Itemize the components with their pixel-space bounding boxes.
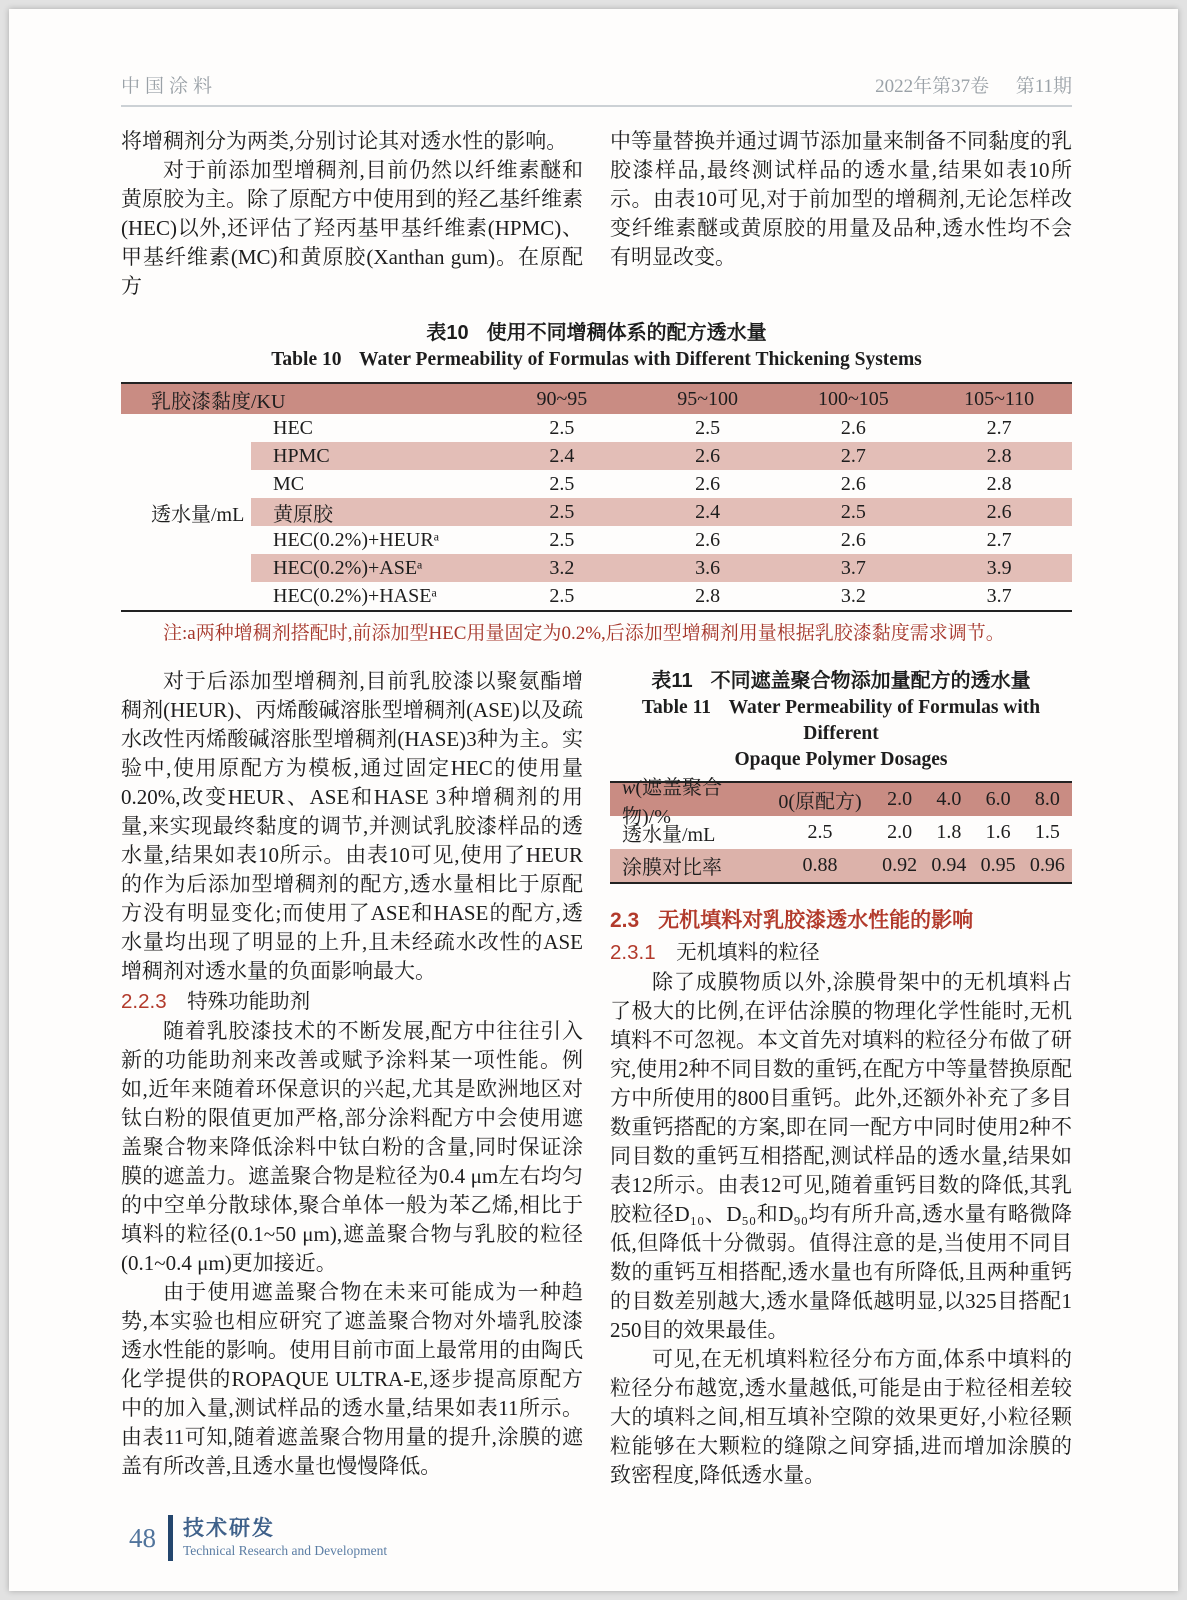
cell-value: 0.92 (882, 854, 918, 876)
table10 (121, 382, 1072, 612)
heading-title: 无机填料对乳胶漆透水性能的影响 (658, 909, 974, 932)
table11-label-en: Table 11 (641, 697, 712, 718)
row-label: 黄原胶 (273, 503, 333, 526)
header-divider (121, 105, 1072, 107)
table10-title-en (121, 347, 1072, 373)
heading-number: 2.3 (610, 909, 640, 932)
paragraph: 随着乳胶漆技术的不断发展,配方中往往引入新的功能助剂来改善或赋予涂料某一项性能。例如,近年来随着环保意识的兴起,尤其是欧洲地区对钛白粉的限值更加严格,部分涂料配方中会使用遮盖聚合物来降低涂料中钛白粉的含量,同时保证涂膜的遮盖力。遮盖聚合物是粒径为0.4 μm左右均匀的中空单分散球体,聚合单体一般为苯乙烯,相比于填料的粒径(0.1~50 μm),遮盖聚合物与乳胶的粒径(0.1~0.4 μm)更加接近。 (121, 1019, 583, 1275)
right-column-top (610, 127, 1072, 301)
issue-number-text: 第11期 (1015, 76, 1072, 97)
table10-header-label: 乳胶漆黏度/KU (151, 390, 286, 413)
heading-title: 特殊功能助剂 (187, 990, 311, 1013)
cell-value: 0.96 (1029, 854, 1065, 876)
row-label: HEC(0.2%)+HEURᵃ (273, 528, 440, 551)
row-label: HEC (273, 416, 313, 439)
paragraph: 对于后添加型增稠剂,目前乳胶漆以聚氨酯增稠剂(HEUR)、丙烯酸碱溶胀型增稠剂(ASE)以及疏水改性丙烯酸碱溶胀型增稠剂(HASE)3种为主。实验中,使用原配方为模板,通过固定HEC的使用量0.20%,改变HEUR、ASE和HASE 3种增稠剂的用量,来实现最终黏度的调节,并测试乳胶漆样品的透水量,结果如表10所示。由表10可见,使用了HEUR的作为后添加型增稠剂的配方,透水量相比于原配方没有明显变化;而使用了ASE和HASE的配方,透水量均出现了明显的上升,且未经疏水改性的ASE增稠剂对透水量的负面影响最大。 (121, 669, 583, 983)
heading-2-3-1 (610, 937, 1072, 968)
table-row (251, 526, 1072, 554)
cell-value: 1.6 (985, 821, 1011, 843)
left-column-bottom (121, 667, 583, 1490)
table-row (610, 849, 1072, 882)
heading-number: 2.3.1 (610, 941, 656, 964)
table10-body (121, 414, 1072, 610)
heading-2-3 (610, 904, 1072, 937)
text-row-bottom (121, 667, 1072, 1490)
left-column-top (121, 127, 583, 301)
cell-value: 2.6 (840, 416, 866, 439)
cell-value: 2.4 (695, 500, 721, 523)
paragraph: 可见,在无机填料粒径分布方面,体系中填料的粒径分布越宽,透水量越低,可能是由于粒径相差较大的填料之间,相互填补空隙的效果更好,小粒径颗粒能够在大颗粒的缝隙之间穿插,进而增加涂膜的致密程度,降低透水量。 (610, 1347, 1072, 1487)
table10-label-en: Table 10 (271, 349, 342, 370)
table11-title-cn (610, 667, 1072, 695)
table11-title-cn-text: 不同遮盖聚合物添加量配方的透水量 (710, 670, 1031, 692)
table10-block (121, 319, 1072, 647)
issue-info (875, 71, 1072, 98)
cell-value: 2.7 (986, 416, 1012, 439)
cell-value: 2.5 (549, 472, 575, 495)
table11-title-en-2 (610, 747, 1072, 773)
table10-col-header: 90~95 (536, 387, 588, 410)
table-row (251, 414, 1072, 442)
cell-value: 2.6 (695, 444, 721, 467)
table-row (251, 582, 1072, 610)
row-label: HPMC (273, 444, 330, 467)
table11 (610, 776, 1072, 884)
table11-title-en-line2: Opaque Polymer Dosages (734, 749, 948, 770)
cell-value: 3.2 (549, 556, 575, 579)
cell-value: 2.5 (549, 416, 575, 439)
heading-title: 无机填料的粒径 (676, 941, 820, 964)
page-content (9, 9, 1178, 1490)
table10-col-header: 95~100 (677, 387, 739, 410)
cell-value: 0.95 (980, 854, 1016, 876)
table-row (251, 470, 1072, 498)
cell-value: 2.0 (887, 821, 913, 843)
table10-col-header: 105~110 (964, 387, 1035, 410)
page-footer (129, 1515, 387, 1561)
cell-value: 2.6 (840, 472, 866, 495)
cell-value: 2.6 (695, 472, 721, 495)
table11-title-en-line1: Water Permeability of Formulas with Different (728, 697, 1041, 744)
table-row (251, 442, 1072, 470)
cell-value: 2.5 (807, 821, 833, 843)
cell-value: 1.8 (936, 821, 962, 843)
heading-number: 2.2.3 (121, 990, 167, 1013)
table-row (251, 554, 1072, 582)
text-row-top (121, 127, 1072, 301)
col-header: 4.0 (936, 788, 962, 810)
cell-value: 2.8 (695, 584, 721, 607)
cell-value: 2.6 (986, 500, 1012, 523)
row-label: 透水量/mL (622, 824, 716, 846)
cell-value: 0.88 (802, 854, 838, 876)
cell-value: 2.5 (549, 528, 575, 551)
table11-label-cn: 表11 (651, 670, 693, 692)
cell-value: 3.2 (840, 584, 866, 607)
cell-value: 1.5 (1034, 821, 1060, 843)
col-header: 8.0 (1034, 788, 1060, 810)
running-head (121, 71, 1072, 98)
row-label: HEC(0.2%)+HASEᵃ (273, 584, 437, 607)
row-label-rest: (遮盖聚合物)/% (622, 776, 723, 828)
footer-divider-bar (168, 1515, 173, 1561)
table-row (610, 816, 1072, 849)
volume-text: 2022年第37卷 (875, 76, 990, 97)
cell-value: 0.94 (931, 854, 967, 876)
cell-value: 2.6 (695, 528, 721, 551)
cell-value: 2.5 (549, 500, 575, 523)
cell-value: 2.6 (840, 528, 866, 551)
paragraph: 对于前添加型增稠剂,目前仍然以纤维素醚和黄原胶为主。除了原配方中使用到的羟乙基纤维素(HEC)以外,还评估了羟丙基甲基纤维素(HPMC)、甲基纤维素(MC)和黄原胶(Xanthan gum)。在原配方 (121, 158, 583, 298)
table10-label-cn: 表10 (426, 322, 469, 344)
paragraph: 中等量替换并通过调节添加量来制备不同黏度的乳胶漆样品,最终测试样品的透水量,结果如表10所示。由表10可见,对于前加型的增稠剂,无论怎样改变纤维素醚或黄原胶的用量及品种,透水性均不会有明显改变。 (610, 129, 1072, 269)
cell-value: 2.8 (986, 472, 1012, 495)
cell-value: 2.7 (986, 528, 1012, 551)
row-label: HEC(0.2%)+ASEᵃ (273, 556, 423, 579)
cell-value: 3.7 (840, 556, 866, 579)
heading-2-2-3 (121, 986, 583, 1017)
table10-title-en-text: Water Permeability of Formulas with Different Thickening Systems (359, 349, 922, 370)
table10-col-header: 100~105 (817, 387, 889, 410)
symbol-w: w (622, 776, 636, 799)
paper-sheet (9, 9, 1178, 1591)
cell-value: 2.5 (840, 500, 866, 523)
table10-group-label: 透水量/mL (151, 503, 245, 526)
table11-block (610, 667, 1072, 884)
paragraph: 将增稠剂分为两类,分别讨论其对透水性的影响。 (121, 129, 568, 153)
cell-value: 2.5 (549, 584, 575, 607)
cell-value: 2.5 (695, 416, 721, 439)
col-header: 6.0 (985, 788, 1011, 810)
table11-title-en (610, 695, 1072, 747)
cell-value: 2.4 (549, 444, 575, 467)
table-row (251, 498, 1072, 526)
table10-title-cn-text: 使用不同增稠体系的配方透水量 (486, 322, 767, 344)
footer-section-en: Technical Research and Development (183, 1543, 388, 1558)
footer-section (183, 1516, 387, 1560)
footer-section-cn: 技术研发 (183, 1517, 275, 1540)
col-header: 2.0 (887, 788, 913, 810)
cell-value: 2.7 (840, 444, 866, 467)
page-number: 48 (129, 1522, 156, 1553)
table10-title-cn (121, 319, 1072, 347)
right-column-bottom (610, 667, 1072, 1490)
cell-value: 2.8 (986, 444, 1012, 467)
row-label: MC (273, 472, 305, 495)
cell-value: 3.7 (986, 584, 1012, 607)
table10-header-row (121, 384, 1072, 414)
table10-rows (251, 414, 1072, 610)
row-label: 涂膜对比率 (622, 857, 722, 879)
paragraph: 除了成膜物质以外,涂膜骨架中的无机填料占了极大的比例,在评估涂膜的物理化学性能时,无机填料不可忽视。本文首先对填料的粒径分布做了研究,使用2种不同目数的重钙,在配方中等量替换原配方中所使用的800目重钙。此外,还额外补充了多目数重钙搭配的方案,即在同一配方中同时使用2种不同目数的重钙互相搭配,测试样品的透水量,结果如表12所示。由表12可见,随着重钙目数的降低,其乳胶粒径D₁₀、D₅₀和D₉₀均有所升高,透水量有略微降低,但降低十分微弱。值得注意的是,当使用不同目数的重钙互相搭配,透水量也有所降低,且两种重钙的目数差别越大,透水量降低越明显,以325目搭配1 250目的效果最佳。 (610, 970, 1072, 1342)
col-header: 0(原配方) (778, 791, 862, 813)
table10-group-label-cell (121, 414, 251, 610)
table10-footnote: 注:a两种增稠剂搭配时,前添加型HEC用量固定为0.2%,后添加型增稠剂用量根据乳胶漆黏度需求调节。 (163, 623, 1005, 644)
paragraph: 由于使用遮盖聚合物在未来可能成为一种趋势,本实验也相应研究了遮盖聚合物对外墙乳胶漆透水性能的影响。使用目前市面上最常用的由陶氏化学提供的ROPAQUE ULTRA-E,逐步提高原配方中的加入量,测试样品的透水量,结果如表11所示。由表11可知,随着遮盖聚合物用量的提升,涂膜的遮盖有所改善,且透水量也慢慢降低。 (121, 1280, 583, 1478)
cell-value: 3.9 (986, 556, 1012, 579)
cell-value: 3.6 (695, 556, 721, 579)
table11-header-row (610, 776, 1072, 828)
journal-name: 中国涂料 (121, 76, 218, 97)
